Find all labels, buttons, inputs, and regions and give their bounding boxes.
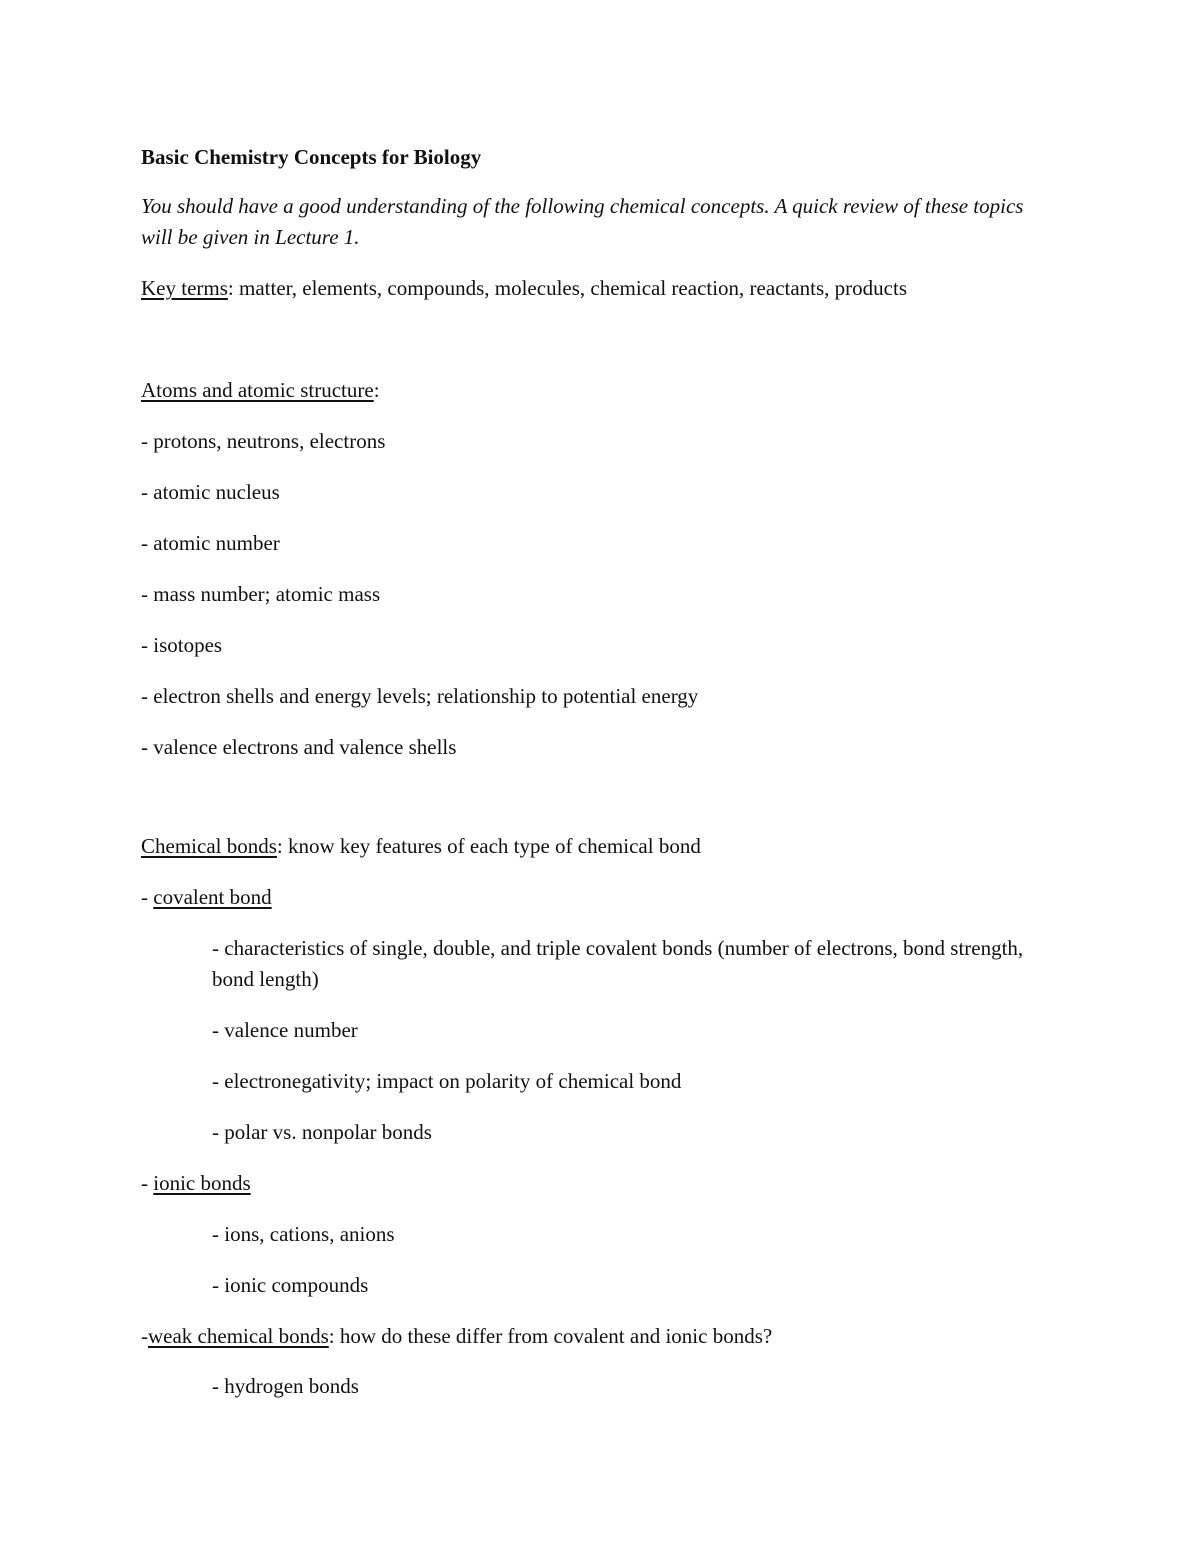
bonds-heading: Chemical bonds — [141, 834, 277, 858]
weak-suffix: : how do these differ from covalent and ionic bonds? — [328, 1324, 773, 1348]
ionic-prefix: - — [141, 1171, 154, 1195]
list-item: - ions, cations, anions — [212, 1222, 395, 1246]
covalent-label: covalent bond — [153, 885, 272, 909]
weak-bonds-heading-line — [141, 1321, 772, 1352]
atoms-heading-line — [141, 375, 380, 406]
list-item: - isotopes — [141, 633, 223, 657]
list-item: - valence electrons and valence shells — [141, 735, 457, 759]
covalent-prefix: - — [141, 885, 154, 909]
document-title: Basic Chemistry Concepts for Biology — [141, 145, 482, 169]
list-item: - ionic compounds — [212, 1273, 369, 1297]
list-item: - characteristics of single, double, and triple covalent bonds (number of electrons, bond strength, bond length) — [212, 936, 1024, 991]
key-terms-text: : matter, elements, compounds, molecules, chemical reaction, reactants, products — [227, 276, 907, 300]
list-item: - electronegativity; impact on polarity of chemical bond — [212, 1069, 682, 1093]
list-item: - electron shells and energy levels; relationship to potential energy — [141, 684, 699, 708]
atoms-heading-suffix: : — [373, 378, 380, 402]
list-item: - protons, neutrons, electrons — [141, 429, 386, 453]
ionic-label: ionic bonds — [153, 1171, 251, 1195]
list-item: - valence number — [212, 1018, 358, 1042]
covalent-heading-line — [141, 882, 272, 913]
list-item: - atomic number — [141, 531, 280, 555]
weak-label: weak chemical bonds — [148, 1324, 329, 1348]
bonds-heading-suffix: : know key features of each type of chemical bond — [276, 834, 701, 858]
ionic-heading-line — [141, 1168, 251, 1199]
atoms-heading: Atoms and atomic structure — [141, 378, 374, 402]
key-terms-label: Key terms — [141, 276, 228, 300]
list-item: - hydrogen bonds — [212, 1374, 359, 1398]
list-item: - polar vs. nonpolar bonds — [212, 1120, 432, 1144]
key-terms-line — [141, 273, 907, 304]
weak-prefix: - — [141, 1324, 148, 1348]
list-item: - atomic nucleus — [141, 480, 280, 504]
bonds-heading-line — [141, 831, 701, 862]
intro-paragraph: You should have a good understanding of the following chemical concepts. A quick review of these topics will be given in Lecture 1. — [141, 194, 1024, 249]
list-item: - mass number; atomic mass — [141, 582, 381, 606]
